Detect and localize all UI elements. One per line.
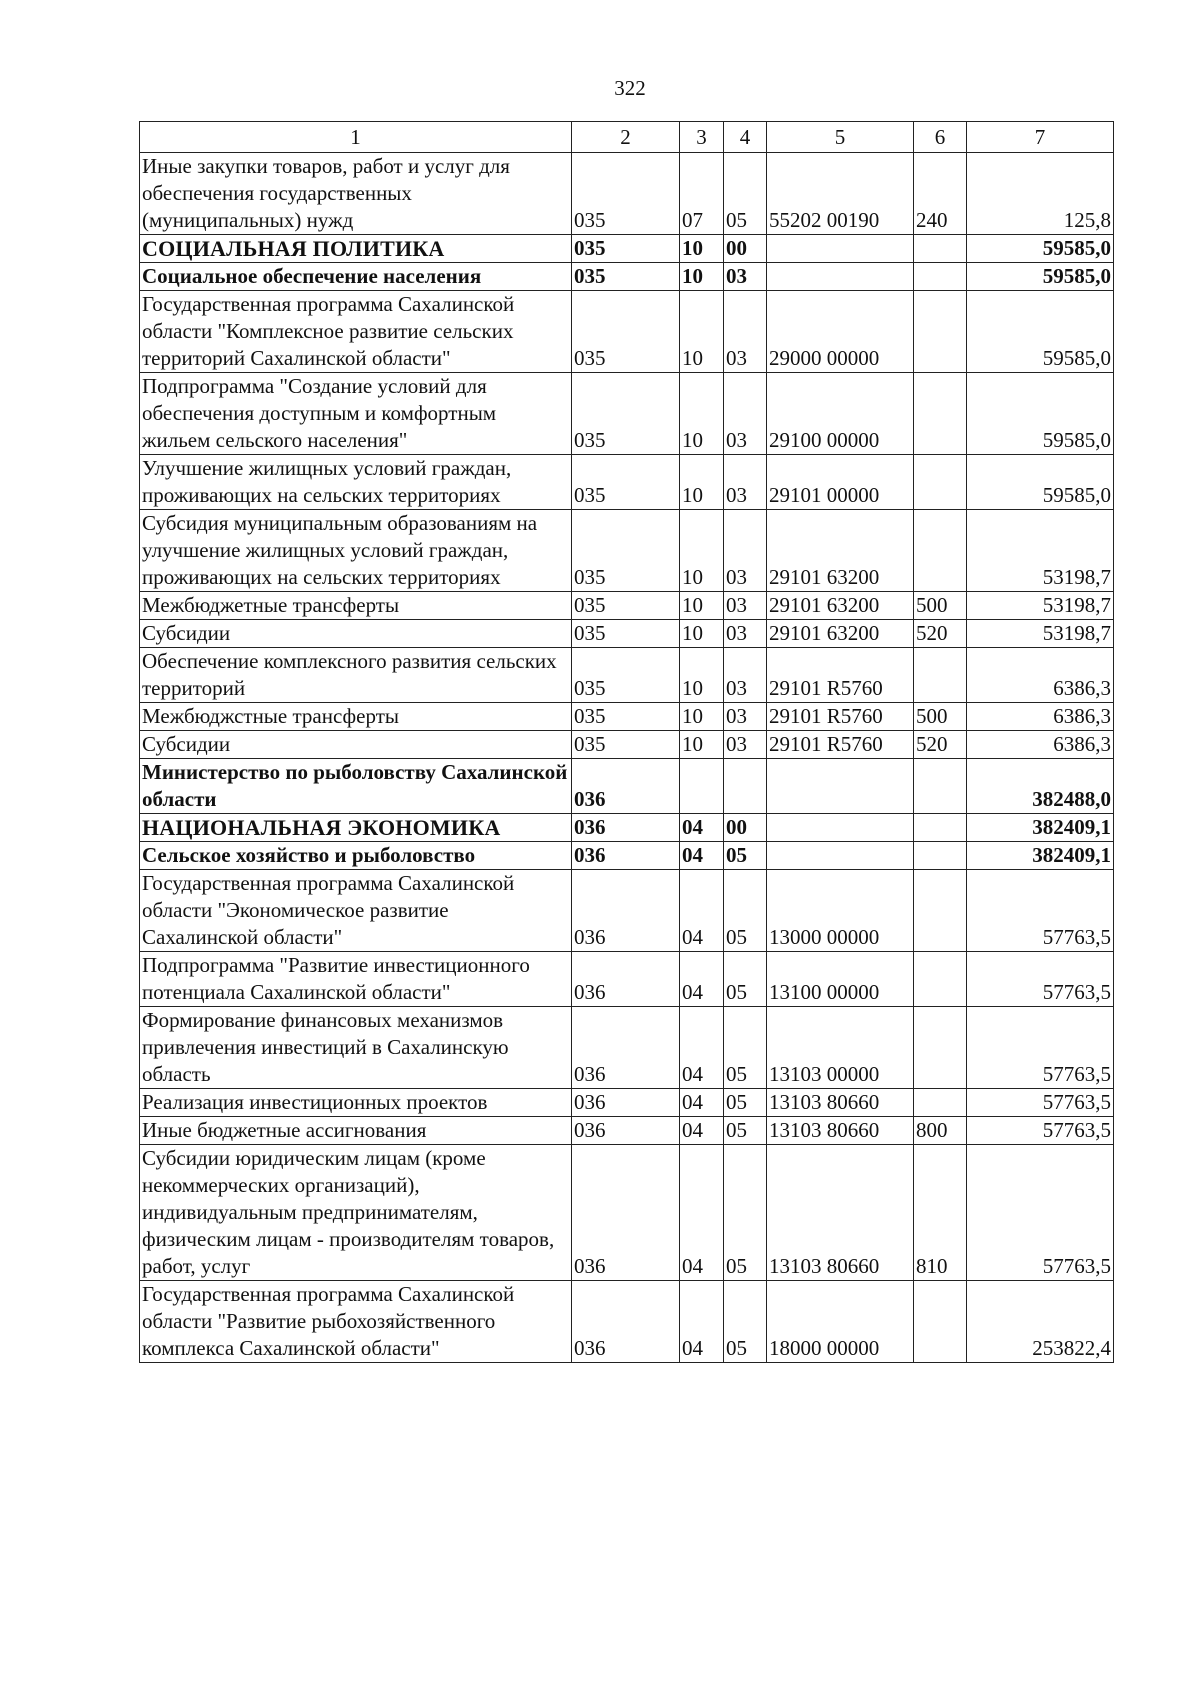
row-name-cell: Социальное обеспечение населения [140,263,572,291]
amount-cell: 57763,5 [967,1117,1114,1145]
subsection-cell: 05 [724,1089,767,1117]
expense-type-cell: 520 [914,620,967,648]
row-name-cell: Улучшение жилищных условий граждан, проживающих на сельских территориях [140,455,572,510]
subsection-cell: 03 [724,620,767,648]
section-cell: 04 [680,1089,724,1117]
code-cell: 035 [572,291,680,373]
table-row [140,1117,1114,1145]
expense-type-cell [914,759,967,814]
section-cell: 04 [680,1281,724,1363]
subsection-cell: 05 [724,1145,767,1281]
table-row [140,373,1114,455]
target-article-cell: 13103 80660 [767,1089,914,1117]
target-article-cell [767,759,914,814]
subsection-cell: 05 [724,153,767,235]
expense-type-cell [914,1089,967,1117]
code-cell: 035 [572,510,680,592]
target-article-cell: 13103 80660 [767,1145,914,1281]
section-cell: 04 [680,1117,724,1145]
expense-type-cell [914,1281,967,1363]
subsection-cell: 00 [724,235,767,263]
header-cell: 2 [572,122,680,153]
table-row [140,648,1114,703]
row-name-cell: Межбюджстные трансферты [140,703,572,731]
section-cell: 10 [680,703,724,731]
target-article-cell [767,814,914,842]
row-name-cell: Иные бюджетные ассигнования [140,1117,572,1145]
row-name-cell: НАЦИОНАЛЬНАЯ ЭКОНОМИКА [140,814,572,842]
amount-cell: 53198,7 [967,620,1114,648]
target-article-cell: 55202 00190 [767,153,914,235]
expense-type-cell [914,842,967,870]
subsection-cell: 00 [724,814,767,842]
amount-cell: 53198,7 [967,592,1114,620]
target-article-cell [767,263,914,291]
amount-cell: 125,8 [967,153,1114,235]
table-row [140,291,1114,373]
row-name-cell: Сельское хозяйство и рыболовство [140,842,572,870]
expense-type-cell: 800 [914,1117,967,1145]
amount-cell: 59585,0 [967,263,1114,291]
subsection-cell: 05 [724,1281,767,1363]
section-cell: 04 [680,814,724,842]
expense-type-cell [914,1007,967,1089]
target-article-cell [767,235,914,263]
target-article-cell: 29100 00000 [767,373,914,455]
table-row [140,1145,1114,1281]
table-row [140,814,1114,842]
subsection-cell: 03 [724,455,767,510]
subsection-cell: 03 [724,263,767,291]
expense-type-cell [914,455,967,510]
subsection-cell: 03 [724,703,767,731]
header-cell: 5 [767,122,914,153]
target-article-cell: 29101 00000 [767,455,914,510]
amount-cell: 57763,5 [967,1089,1114,1117]
target-article-cell: 29101 R5760 [767,731,914,759]
code-cell: 035 [572,648,680,703]
target-article-cell: 29101 63200 [767,620,914,648]
target-article-cell [767,842,914,870]
table-row [140,842,1114,870]
header-cell: 4 [724,122,767,153]
expense-type-cell: 240 [914,153,967,235]
code-cell: 035 [572,235,680,263]
table-row [140,759,1114,814]
code-cell: 036 [572,1089,680,1117]
amount-cell: 6386,3 [967,731,1114,759]
section-cell: 04 [680,842,724,870]
code-cell: 036 [572,814,680,842]
section-cell: 10 [680,263,724,291]
amount-cell: 59585,0 [967,373,1114,455]
section-cell: 10 [680,592,724,620]
subsection-cell: 03 [724,648,767,703]
amount-cell: 57763,5 [967,870,1114,952]
budget-table [139,121,1114,1363]
code-cell: 036 [572,759,680,814]
code-cell: 035 [572,703,680,731]
amount-cell: 57763,5 [967,1145,1114,1281]
amount-cell: 57763,5 [967,1007,1114,1089]
subsection-cell: 03 [724,510,767,592]
table-row [140,153,1114,235]
table-row [140,952,1114,1007]
page-number: 322 [614,76,646,100]
subsection-cell: 05 [724,870,767,952]
table-row [140,1089,1114,1117]
subsection-cell: 03 [724,731,767,759]
amount-cell: 6386,3 [967,648,1114,703]
row-name-cell: Государственная программа Сахалинской области "Экономическое развитие Сахалинской области" [140,870,572,952]
section-cell: 04 [680,952,724,1007]
target-article-cell: 13000 00000 [767,870,914,952]
row-name-cell: Иные закупки товаров, работ и услуг для обеспечения государственных (муниципальных) нужд [140,153,572,235]
target-article-cell: 29101 R5760 [767,703,914,731]
expense-type-cell [914,373,967,455]
expense-type-cell: 520 [914,731,967,759]
expense-type-cell [914,291,967,373]
row-name-cell: Субсидии юридическим лицам (кроме некоммерческих организаций), индивидуальным предпринимателям, физическим лицам - производителям товаров, работ, услуг [140,1145,572,1281]
amount-cell: 57763,5 [967,952,1114,1007]
code-cell: 036 [572,870,680,952]
row-name-cell: Государственная программа Сахалинской области "Развитие рыбохозяйственного комплекса Сахалинской области" [140,1281,572,1363]
subsection-cell: 03 [724,373,767,455]
expense-type-cell: 500 [914,703,967,731]
header-cell: 6 [914,122,967,153]
amount-cell: 382409,1 [967,842,1114,870]
section-cell: 10 [680,235,724,263]
target-article-cell: 29101 63200 [767,592,914,620]
subsection-cell: 03 [724,291,767,373]
code-cell: 035 [572,455,680,510]
table-row [140,1281,1114,1363]
row-name-cell: Подпрограмма "Развитие инвестиционного потенциала Сахалинской области" [140,952,572,1007]
table-row [140,455,1114,510]
subsection-cell: 03 [724,592,767,620]
amount-cell: 382409,1 [967,814,1114,842]
row-name-cell: СОЦИАЛЬНАЯ ПОЛИТИКА [140,235,572,263]
section-cell: 10 [680,455,724,510]
code-cell: 036 [572,1007,680,1089]
row-name-cell: Субсидии [140,620,572,648]
section-cell: 10 [680,291,724,373]
target-article-cell: 18000 00000 [767,1281,914,1363]
amount-cell: 59585,0 [967,291,1114,373]
code-cell: 035 [572,620,680,648]
amount-cell: 59585,0 [967,235,1114,263]
expense-type-cell [914,263,967,291]
section-cell: 10 [680,373,724,455]
section-cell: 07 [680,153,724,235]
expense-type-cell: 810 [914,1145,967,1281]
row-name-cell: Формирование финансовых механизмов привлечения инвестиций в Сахалинскую область [140,1007,572,1089]
expense-type-cell [914,510,967,592]
amount-cell: 53198,7 [967,510,1114,592]
section-cell: 04 [680,1007,724,1089]
expense-type-cell [914,814,967,842]
code-cell: 036 [572,952,680,1007]
amount-cell: 6386,3 [967,703,1114,731]
subsection-cell: 05 [724,952,767,1007]
table-row [140,731,1114,759]
code-cell: 035 [572,263,680,291]
code-cell: 035 [572,731,680,759]
table-row [140,870,1114,952]
target-article-cell: 29101 63200 [767,510,914,592]
target-article-cell: 29000 00000 [767,291,914,373]
code-cell: 035 [572,373,680,455]
table-row [140,1007,1114,1089]
table-row [140,510,1114,592]
target-article-cell: 13103 00000 [767,1007,914,1089]
table-row [140,592,1114,620]
section-cell: 10 [680,620,724,648]
header-cell: 3 [680,122,724,153]
target-article-cell: 29101 R5760 [767,648,914,703]
amount-cell: 382488,0 [967,759,1114,814]
subsection-cell: 05 [724,1007,767,1089]
expense-type-cell: 500 [914,592,967,620]
table-row [140,235,1114,263]
amount-cell: 253822,4 [967,1281,1114,1363]
code-cell: 035 [572,592,680,620]
code-cell: 036 [572,1281,680,1363]
row-name-cell: Субсидия муниципальным образованиям на улучшение жилищных условий граждан, проживающих на сельских территориях [140,510,572,592]
section-cell: 04 [680,1145,724,1281]
section-cell: 04 [680,870,724,952]
amount-cell: 59585,0 [967,455,1114,510]
target-article-cell: 13103 80660 [767,1117,914,1145]
table-row [140,263,1114,291]
expense-type-cell [914,952,967,1007]
expense-type-cell [914,870,967,952]
row-name-cell: Обеспечение комплексного развития сельских территорий [140,648,572,703]
code-cell: 036 [572,1145,680,1281]
code-cell: 035 [572,153,680,235]
row-name-cell: Субсидии [140,731,572,759]
header-cell: 7 [967,122,1114,153]
subsection-cell: 05 [724,842,767,870]
row-name-cell: Министерство по рыболовству Сахалинской области [140,759,572,814]
code-cell: 036 [572,1117,680,1145]
row-name-cell: Подпрограмма "Создание условий для обеспечения доступным и комфортным жильем сельского населения" [140,373,572,455]
table-row [140,620,1114,648]
table-row [140,703,1114,731]
section-cell: 10 [680,648,724,703]
section-cell [680,759,724,814]
section-cell: 10 [680,731,724,759]
row-name-cell: Реализация инвестиционных проектов [140,1089,572,1117]
target-article-cell: 13100 00000 [767,952,914,1007]
code-cell: 036 [572,842,680,870]
section-cell: 10 [680,510,724,592]
header-cell: 1 [140,122,572,153]
table-header-row [140,122,1114,153]
subsection-cell [724,759,767,814]
row-name-cell: Государственная программа Сахалинской области "Комплексное развитие сельских территорий Сахалинской области" [140,291,572,373]
row-name-cell: Межбюджетные трансферты [140,592,572,620]
subsection-cell: 05 [724,1117,767,1145]
expense-type-cell [914,235,967,263]
expense-type-cell [914,648,967,703]
